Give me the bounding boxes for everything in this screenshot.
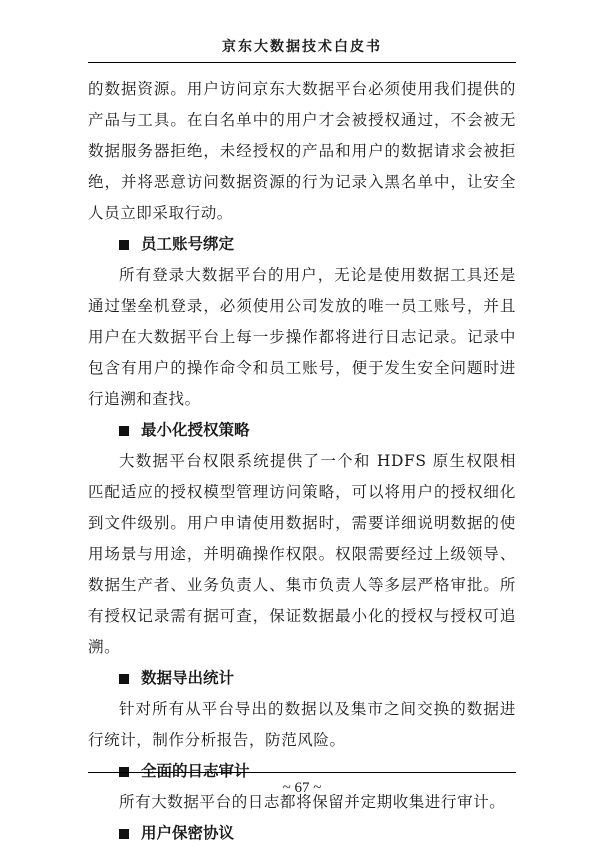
square-bullet-icon [119, 829, 129, 839]
paragraph-data-export: 针对所有从平台导出的数据以及集市之间交换的数据进行统计，制作分析报告，防范风险。 [88, 700, 516, 749]
running-header: 京东大数据技术白皮书 [222, 39, 382, 55]
square-bullet-icon [119, 674, 129, 684]
section-heading-confidentiality [88, 818, 516, 849]
paragraph-continued: 的数据资源。用户访问京东大数据平台必须使用我们提供的产品与工具。在白名单中的用户才会被授权通过，不会被无数据服务器拒绝，未经授权的产品和用户的数据请求会被拒绝，并将恶意访问数据资源的行为记录入黑名单中，让安全人员立即采取行动。 [88, 80, 516, 222]
section-heading-text: 全面的日志审计 [141, 762, 250, 780]
footer-divider [88, 772, 516, 773]
section-heading-minimal-authorization [88, 415, 516, 446]
paragraph-minimal-authorization: 大数据平台权限系统提供了一个和 HDFS 原生权限相匹配适应的授权模型管理访问策略，可以将用户的授权细化到文件级别。用户申请使用数据时，需要详细说明数据的使用场景与用途，并明确操作权限。权限需要经过上级领导、数据生产者、业务负责人、集市负责人等多层严格审批。所有授权记录需有据可查，保证数据最小化的授权与授权可追溯。 [88, 452, 516, 656]
page-number: ~ 67 ~ [282, 780, 322, 796]
section-heading-employee-account [88, 229, 516, 260]
header-divider [88, 62, 516, 63]
section-heading-data-export [88, 663, 516, 694]
square-bullet-icon [119, 240, 129, 250]
square-bullet-icon [119, 426, 129, 436]
page-body [88, 74, 516, 849]
section-heading-text: 员工账号绑定 [141, 235, 235, 253]
section-heading-text: 最小化授权策略 [141, 421, 250, 439]
paragraph-log-audit: 所有大数据平台的日志都将保留并定期收集进行审计。 [119, 793, 506, 811]
paragraph-employee-account: 所有登录大数据平台的用户，无论是使用数据工具还是通过堡垒机登录，必须使用公司发放的唯一员工账号，并且用户在大数据平台上每一步操作都将进行日志记录。记录中包含有用户的操作命令和员工账号，便于发生安全问题时进行追溯和查找。 [88, 266, 516, 408]
section-heading-text: 用户保密协议 [141, 824, 235, 842]
section-heading-text: 数据导出统计 [141, 669, 235, 687]
